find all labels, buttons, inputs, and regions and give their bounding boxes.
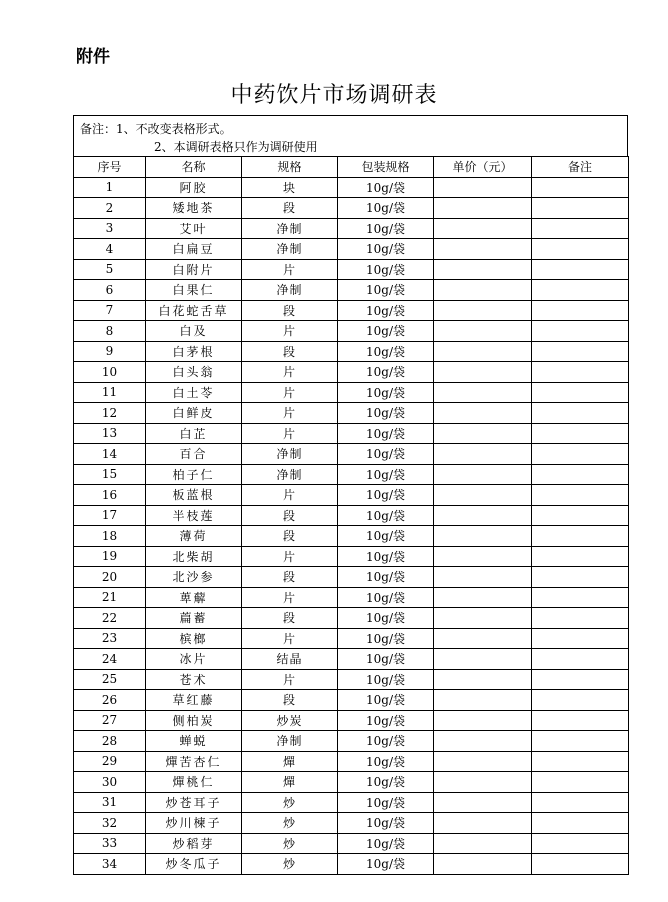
cell-remark <box>532 792 629 813</box>
cell-spec: 结晶 <box>242 649 338 670</box>
cell-spec: 片 <box>242 321 338 342</box>
cell-price <box>434 218 532 239</box>
cell-number: 11 <box>74 382 146 403</box>
cell-number: 28 <box>74 731 146 752</box>
cell-price <box>434 423 532 444</box>
cell-remark <box>532 833 629 854</box>
cell-price <box>434 177 532 198</box>
cell-package: 10g/袋 <box>338 485 434 506</box>
cell-name: 柏子仁 <box>146 464 242 485</box>
cell-spec: 净制 <box>242 218 338 239</box>
cell-remark <box>532 854 629 875</box>
col-header-name: 名称 <box>146 157 242 178</box>
cell-remark <box>532 382 629 403</box>
table-row <box>74 300 629 321</box>
cell-number: 21 <box>74 587 146 608</box>
table-row <box>74 567 629 588</box>
cell-package: 10g/袋 <box>338 546 434 567</box>
table-row <box>74 751 629 772</box>
cell-name: 炒冬瓜子 <box>146 854 242 875</box>
table-row <box>74 690 629 711</box>
cell-remark <box>532 526 629 547</box>
cell-spec: 段 <box>242 690 338 711</box>
table-row <box>74 710 629 731</box>
cell-number: 25 <box>74 669 146 690</box>
cell-spec: 段 <box>242 526 338 547</box>
cell-package: 10g/袋 <box>338 423 434 444</box>
cell-price <box>434 649 532 670</box>
cell-number: 24 <box>74 649 146 670</box>
cell-spec: 段 <box>242 198 338 219</box>
table-row <box>74 485 629 506</box>
cell-name: 侧柏炭 <box>146 710 242 731</box>
table-row <box>74 731 629 752</box>
cell-price <box>434 567 532 588</box>
col-header-number: 序号 <box>74 157 146 178</box>
cell-remark <box>532 280 629 301</box>
cell-price <box>434 198 532 219</box>
cell-spec: 燀 <box>242 772 338 793</box>
table-row <box>74 546 629 567</box>
cell-price <box>434 833 532 854</box>
cell-price <box>434 526 532 547</box>
cell-name: 北沙参 <box>146 567 242 588</box>
cell-number: 19 <box>74 546 146 567</box>
cell-number: 26 <box>74 690 146 711</box>
cell-price <box>434 403 532 424</box>
cell-spec: 段 <box>242 567 338 588</box>
note-line-2: 2、本调研表格只作为调研使用 <box>154 140 318 154</box>
cell-name: 燀桃仁 <box>146 772 242 793</box>
table-row <box>74 587 629 608</box>
cell-package: 10g/袋 <box>338 854 434 875</box>
cell-number: 17 <box>74 505 146 526</box>
cell-name: 燀苦杏仁 <box>146 751 242 772</box>
table-row <box>74 362 629 383</box>
cell-price <box>434 382 532 403</box>
cell-name: 板蓝根 <box>146 485 242 506</box>
cell-name: 白及 <box>146 321 242 342</box>
cell-price <box>434 813 532 834</box>
document-title: 中药饮片市场调研表 <box>230 83 438 108</box>
cell-name: 白花蛇舌草 <box>146 300 242 321</box>
cell-price <box>434 731 532 752</box>
cell-name: 矮地茶 <box>146 198 242 219</box>
cell-price <box>434 772 532 793</box>
cell-spec: 片 <box>242 587 338 608</box>
cell-spec: 净制 <box>242 731 338 752</box>
cell-number: 29 <box>74 751 146 772</box>
cell-name: 阿胶 <box>146 177 242 198</box>
table-row <box>74 321 629 342</box>
table-row <box>74 218 629 239</box>
cell-number: 15 <box>74 464 146 485</box>
cell-remark <box>532 710 629 731</box>
cell-price <box>434 710 532 731</box>
cell-spec: 净制 <box>242 444 338 465</box>
table-row <box>74 792 629 813</box>
cell-name: 槟榔 <box>146 628 242 649</box>
cell-remark <box>532 444 629 465</box>
cell-package: 10g/袋 <box>338 218 434 239</box>
cell-name: 炒苍耳子 <box>146 792 242 813</box>
cell-number: 23 <box>74 628 146 649</box>
cell-spec: 燀 <box>242 751 338 772</box>
cell-price <box>434 280 532 301</box>
cell-package: 10g/袋 <box>338 608 434 629</box>
cell-package: 10g/袋 <box>338 587 434 608</box>
cell-package: 10g/袋 <box>338 833 434 854</box>
cell-spec: 片 <box>242 382 338 403</box>
cell-name: 白扁豆 <box>146 239 242 260</box>
table-row <box>74 772 629 793</box>
cell-package: 10g/袋 <box>338 280 434 301</box>
cell-package: 10g/袋 <box>338 690 434 711</box>
cell-package: 10g/袋 <box>338 649 434 670</box>
cell-remark <box>532 341 629 362</box>
cell-price <box>434 362 532 383</box>
cell-name: 艾叶 <box>146 218 242 239</box>
table-body <box>74 177 629 874</box>
table-row <box>74 341 629 362</box>
cell-package: 10g/袋 <box>338 382 434 403</box>
table-row <box>74 444 629 465</box>
cell-package: 10g/袋 <box>338 403 434 424</box>
cell-remark <box>532 669 629 690</box>
cell-remark <box>532 423 629 444</box>
table-row <box>74 423 629 444</box>
cell-name: 百合 <box>146 444 242 465</box>
cell-spec: 片 <box>242 669 338 690</box>
cell-name: 冰片 <box>146 649 242 670</box>
cell-name: 萹蓄 <box>146 608 242 629</box>
cell-price <box>434 854 532 875</box>
col-header-price: 单价（元） <box>434 157 532 178</box>
cell-number: 30 <box>74 772 146 793</box>
cell-remark <box>532 464 629 485</box>
cell-number: 20 <box>74 567 146 588</box>
cell-spec: 净制 <box>242 464 338 485</box>
cell-name: 草红藤 <box>146 690 242 711</box>
cell-number: 5 <box>74 259 146 280</box>
cell-spec: 片 <box>242 423 338 444</box>
cell-number: 31 <box>74 792 146 813</box>
cell-package: 10g/袋 <box>338 772 434 793</box>
cell-price <box>434 669 532 690</box>
cell-price <box>434 239 532 260</box>
cell-package: 10g/袋 <box>338 177 434 198</box>
cell-package: 10g/袋 <box>338 259 434 280</box>
cell-remark <box>532 198 629 219</box>
cell-number: 12 <box>74 403 146 424</box>
cell-name: 白鲜皮 <box>146 403 242 424</box>
cell-package: 10g/袋 <box>338 300 434 321</box>
cell-package: 10g/袋 <box>338 669 434 690</box>
cell-number: 14 <box>74 444 146 465</box>
table-row <box>74 382 629 403</box>
cell-name: 半枝莲 <box>146 505 242 526</box>
cell-number: 7 <box>74 300 146 321</box>
cell-remark <box>532 813 629 834</box>
table-row <box>74 669 629 690</box>
cell-spec: 片 <box>242 485 338 506</box>
table-row <box>74 608 629 629</box>
table-row <box>74 464 629 485</box>
cell-price <box>434 628 532 649</box>
cell-package: 10g/袋 <box>338 813 434 834</box>
cell-name: 炒稻芽 <box>146 833 242 854</box>
survey-table <box>73 156 629 875</box>
note-line-1: 备注：1、不改变表格形式。 <box>80 122 232 136</box>
cell-package: 10g/袋 <box>338 628 434 649</box>
cell-remark <box>532 628 629 649</box>
cell-package: 10g/袋 <box>338 362 434 383</box>
cell-name: 苍术 <box>146 669 242 690</box>
cell-price <box>434 546 532 567</box>
cell-spec: 炒 <box>242 792 338 813</box>
cell-price <box>434 300 532 321</box>
table-row <box>74 854 629 875</box>
cell-spec: 片 <box>242 628 338 649</box>
table-row <box>74 177 629 198</box>
cell-package: 10g/袋 <box>338 321 434 342</box>
cell-number: 10 <box>74 362 146 383</box>
notes-box <box>73 115 628 156</box>
cell-number: 32 <box>74 813 146 834</box>
cell-remark <box>532 239 629 260</box>
cell-price <box>434 608 532 629</box>
cell-remark <box>532 608 629 629</box>
cell-name: 白茅根 <box>146 341 242 362</box>
cell-remark <box>532 731 629 752</box>
cell-remark <box>532 772 629 793</box>
cell-name: 白芷 <box>146 423 242 444</box>
cell-number: 6 <box>74 280 146 301</box>
cell-spec: 段 <box>242 608 338 629</box>
cell-number: 4 <box>74 239 146 260</box>
table-row <box>74 198 629 219</box>
cell-name: 白附片 <box>146 259 242 280</box>
cell-spec: 净制 <box>242 280 338 301</box>
col-header-remark: 备注 <box>532 157 629 178</box>
cell-number: 9 <box>74 341 146 362</box>
cell-name: 萆薢 <box>146 587 242 608</box>
cell-remark <box>532 485 629 506</box>
cell-price <box>434 464 532 485</box>
cell-price <box>434 321 532 342</box>
cell-price <box>434 444 532 465</box>
table-row <box>74 833 629 854</box>
cell-remark <box>532 587 629 608</box>
cell-spec: 片 <box>242 362 338 383</box>
cell-spec: 炒炭 <box>242 710 338 731</box>
cell-price <box>434 751 532 772</box>
cell-number: 33 <box>74 833 146 854</box>
cell-number: 22 <box>74 608 146 629</box>
cell-number: 1 <box>74 177 146 198</box>
cell-number: 2 <box>74 198 146 219</box>
cell-spec: 段 <box>242 505 338 526</box>
cell-package: 10g/袋 <box>338 751 434 772</box>
cell-number: 8 <box>74 321 146 342</box>
cell-remark <box>532 567 629 588</box>
cell-remark <box>532 690 629 711</box>
cell-name: 白土苓 <box>146 382 242 403</box>
cell-name: 白头翁 <box>146 362 242 383</box>
table-row <box>74 526 629 547</box>
cell-spec: 段 <box>242 300 338 321</box>
table-header-row <box>74 157 629 178</box>
cell-remark <box>532 177 629 198</box>
cell-price <box>434 259 532 280</box>
cell-number: 13 <box>74 423 146 444</box>
cell-number: 27 <box>74 710 146 731</box>
table-row <box>74 239 629 260</box>
cell-number: 18 <box>74 526 146 547</box>
cell-package: 10g/袋 <box>338 792 434 813</box>
cell-remark <box>532 403 629 424</box>
cell-remark <box>532 505 629 526</box>
cell-spec: 炒 <box>242 854 338 875</box>
cell-spec: 块 <box>242 177 338 198</box>
table-row <box>74 628 629 649</box>
cell-spec: 段 <box>242 341 338 362</box>
cell-remark <box>532 218 629 239</box>
col-header-package: 包装规格 <box>338 157 434 178</box>
table-row <box>74 649 629 670</box>
cell-number: 16 <box>74 485 146 506</box>
cell-spec: 片 <box>242 259 338 280</box>
cell-spec: 炒 <box>242 813 338 834</box>
col-header-spec: 规格 <box>242 157 338 178</box>
cell-remark <box>532 300 629 321</box>
cell-price <box>434 587 532 608</box>
cell-name: 北柴胡 <box>146 546 242 567</box>
cell-package: 10g/袋 <box>338 444 434 465</box>
cell-remark <box>532 751 629 772</box>
table-row <box>74 403 629 424</box>
cell-name: 炒川楝子 <box>146 813 242 834</box>
cell-remark <box>532 362 629 383</box>
cell-package: 10g/袋 <box>338 710 434 731</box>
table-row <box>74 280 629 301</box>
attachment-label: 附件 <box>76 47 110 67</box>
cell-spec: 净制 <box>242 239 338 260</box>
table-row <box>74 505 629 526</box>
cell-package: 10g/袋 <box>338 464 434 485</box>
cell-spec: 片 <box>242 403 338 424</box>
cell-price <box>434 690 532 711</box>
cell-price <box>434 792 532 813</box>
cell-package: 10g/袋 <box>338 526 434 547</box>
cell-price <box>434 341 532 362</box>
cell-price <box>434 485 532 506</box>
cell-package: 10g/袋 <box>338 239 434 260</box>
cell-name: 薄荷 <box>146 526 242 547</box>
cell-remark <box>532 259 629 280</box>
cell-spec: 炒 <box>242 833 338 854</box>
cell-remark <box>532 649 629 670</box>
cell-spec: 片 <box>242 546 338 567</box>
cell-number: 34 <box>74 854 146 875</box>
cell-package: 10g/袋 <box>338 505 434 526</box>
cell-package: 10g/袋 <box>338 198 434 219</box>
cell-remark <box>532 546 629 567</box>
cell-number: 3 <box>74 218 146 239</box>
cell-name: 蝉蜕 <box>146 731 242 752</box>
cell-price <box>434 505 532 526</box>
cell-name: 白果仁 <box>146 280 242 301</box>
cell-package: 10g/袋 <box>338 731 434 752</box>
cell-remark <box>532 321 629 342</box>
table-row <box>74 813 629 834</box>
table-row <box>74 259 629 280</box>
cell-package: 10g/袋 <box>338 567 434 588</box>
cell-package: 10g/袋 <box>338 341 434 362</box>
